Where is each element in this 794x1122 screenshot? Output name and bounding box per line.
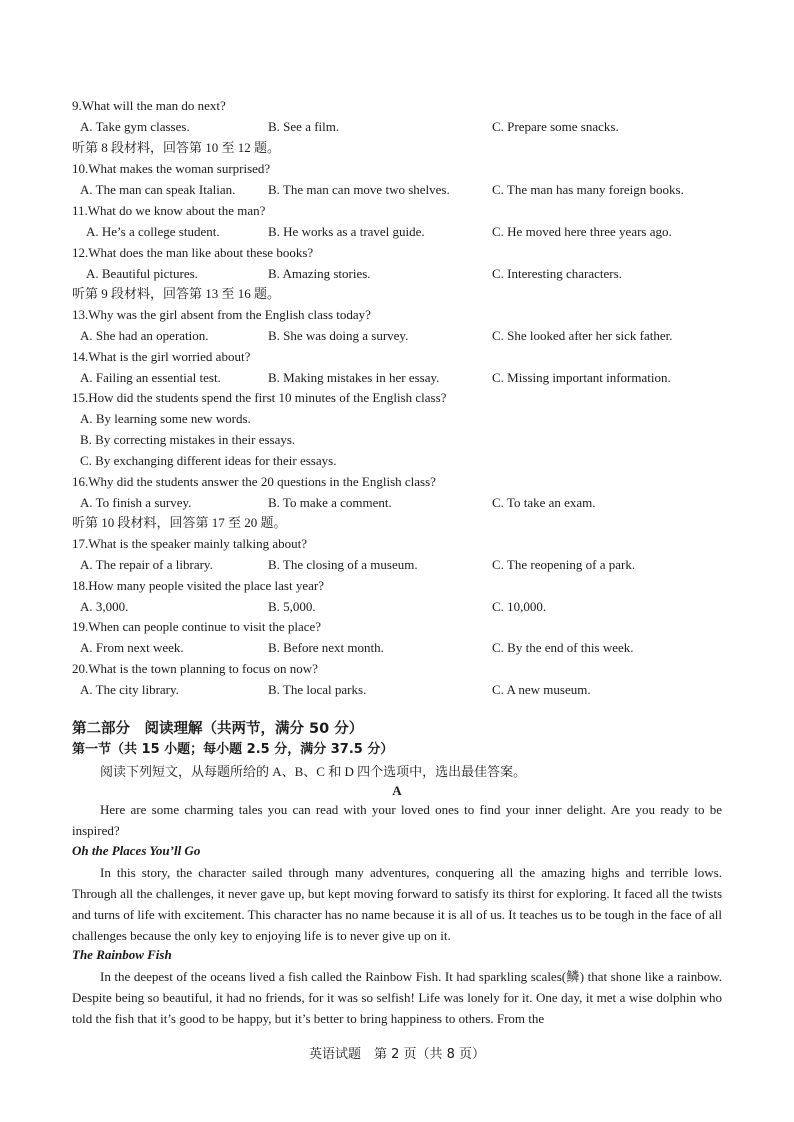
question-18-option-a: A. 3,000. <box>80 599 129 614</box>
question-9-stem: 9.What will the man do next? <box>72 98 226 113</box>
question-14-stem: 14.What is the girl worried about? <box>72 349 251 364</box>
question-18-stem: 18.How many people visited the place last year? <box>72 578 324 593</box>
question-15-option-c: C. By exchanging different ideas for their essays. <box>80 453 337 468</box>
instruction-segment-10: 听第 10 段材料，回答第 17 至 20 题。 <box>72 515 287 530</box>
question-10-stem: 10.What makes the woman surprised? <box>72 161 271 176</box>
instruction-segment-9: 听第 9 段材料，回答第 13 至 16 题。 <box>72 286 281 301</box>
question-20-option-b: B. The local parks. <box>268 682 367 697</box>
question-19-option-c: C. By the end of this week. <box>492 640 634 655</box>
story-one-text: In this story, the character sailed through many adventures, conquering all the amazing highs and terrible lows. Through all the challenges, it never gave up, but kept moving forward to satisfy its thirst for exploring. It faced all the twists and turns of life with excitement. This character has no name because it is all of us. It teaches us to be tough in the face of all challenges because the only key to enjoying life is to never give up on it. <box>72 865 722 943</box>
question-16-option-b: B. To make a comment. <box>268 495 392 510</box>
question-19-option-b: B. Before next month. <box>268 640 384 655</box>
question-10-option-a: A. The man can speak Italian. <box>80 182 236 197</box>
question-12-option-a: A. Beautiful pictures. <box>86 266 198 281</box>
section-one-title: 第一节（共 15 小题；每小题 2.5 分，满分 37.5 分） <box>72 742 394 757</box>
question-18-option-b: B. 5,000. <box>268 599 316 614</box>
question-16-option-a: A. To finish a survey. <box>80 495 192 510</box>
question-17-option-a: A. The repair of a library. <box>80 557 213 572</box>
question-15-option-b: B. By correcting mistakes in their essays. <box>80 432 296 447</box>
question-13-option-a: A. She had an operation. <box>80 328 209 343</box>
question-14-option-c: C. Missing important information. <box>492 370 671 385</box>
question-15-option-a: A. By learning some new words. <box>80 411 251 426</box>
question-11-stem: 11.What do we know about the man? <box>72 203 266 218</box>
question-17-stem: 17.What is the speaker mainly talking about? <box>72 536 308 551</box>
question-13-stem: 13.Why was the girl absent from the English class today? <box>72 307 371 322</box>
question-18-option-c: C. 10,000. <box>492 599 547 614</box>
story-two-text: In the deepest of the oceans lived a fish called the Rainbow Fish. It had sparkling scales(鳞) that shone like a rainbow. Despite being so beautiful, it had no friends, for it was so selfish! Life was lonely for it. One day, it met a wise dolphin who told the fish that it’s good to be happy, but it’s better to bring happiness to others. From the <box>72 969 722 1026</box>
story-two-title: The Rainbow Fish <box>72 947 172 962</box>
question-20-option-a: A. The city library. <box>80 682 179 697</box>
question-14-option-a: A. Failing an essential test. <box>80 370 221 385</box>
question-20-option-c: C. A new museum. <box>492 682 591 697</box>
question-9-option-c: C. Prepare some snacks. <box>492 119 619 134</box>
instruction-segment-8: 听第 8 段材料，回答第 10 至 12 题。 <box>72 140 281 155</box>
page-footer: 英语试题 第 2 页（共 8 页） <box>308 1047 486 1062</box>
question-12-option-c: C. Interesting characters. <box>492 266 622 281</box>
question-11-option-c: C. He moved here three years ago. <box>492 224 672 239</box>
question-19-stem: 19.When can people continue to visit the place? <box>72 619 322 634</box>
question-17-option-b: B. The closing of a museum. <box>268 557 418 572</box>
passage-letter: A <box>392 783 402 798</box>
passage-intro: Here are some charming tales you can read with your loved ones to find your inner delight. Are you ready to be inspired? <box>72 802 722 838</box>
question-11-option-b: B. He works as a travel guide. <box>268 224 425 239</box>
question-20-stem: 20.What is the town planning to focus on now? <box>72 661 318 676</box>
question-19-option-a: A. From next week. <box>80 640 184 655</box>
question-13-option-b: B. She was doing a survey. <box>268 328 409 343</box>
question-13-option-c: C. She looked after her sick father. <box>492 328 673 343</box>
question-9-option-a: A. Take gym classes. <box>80 119 190 134</box>
question-17-option-c: C. The reopening of a park. <box>492 557 636 572</box>
question-10-option-b: B. The man can move two shelves. <box>268 182 450 197</box>
part-two-title: 第二部分 阅读理解（共两节，满分 50 分） <box>72 721 364 737</box>
question-15-stem: 15.How did the students spend the first 10 minutes of the English class? <box>72 390 447 405</box>
question-11-option-a: A. He’s a college student. <box>86 224 220 239</box>
question-16-option-c: C. To take an exam. <box>492 495 596 510</box>
reading-directions: 阅读下列短文，从每题所给的 A、B、C 和 D 四个选项中，选出最佳答案。 <box>100 764 527 779</box>
question-14-option-b: B. Making mistakes in her essay. <box>268 370 440 385</box>
story-one-title: Oh the Places You’ll Go <box>72 843 201 858</box>
question-12-stem: 12.What does the man like about these books? <box>72 245 314 260</box>
question-10-option-c: C. The man has many foreign books. <box>492 182 684 197</box>
question-12-option-b: B. Amazing stories. <box>268 266 371 281</box>
question-9-option-b: B. See a film. <box>268 119 340 134</box>
question-16-stem: 16.Why did the students answer the 20 questions in the English class? <box>72 474 436 489</box>
